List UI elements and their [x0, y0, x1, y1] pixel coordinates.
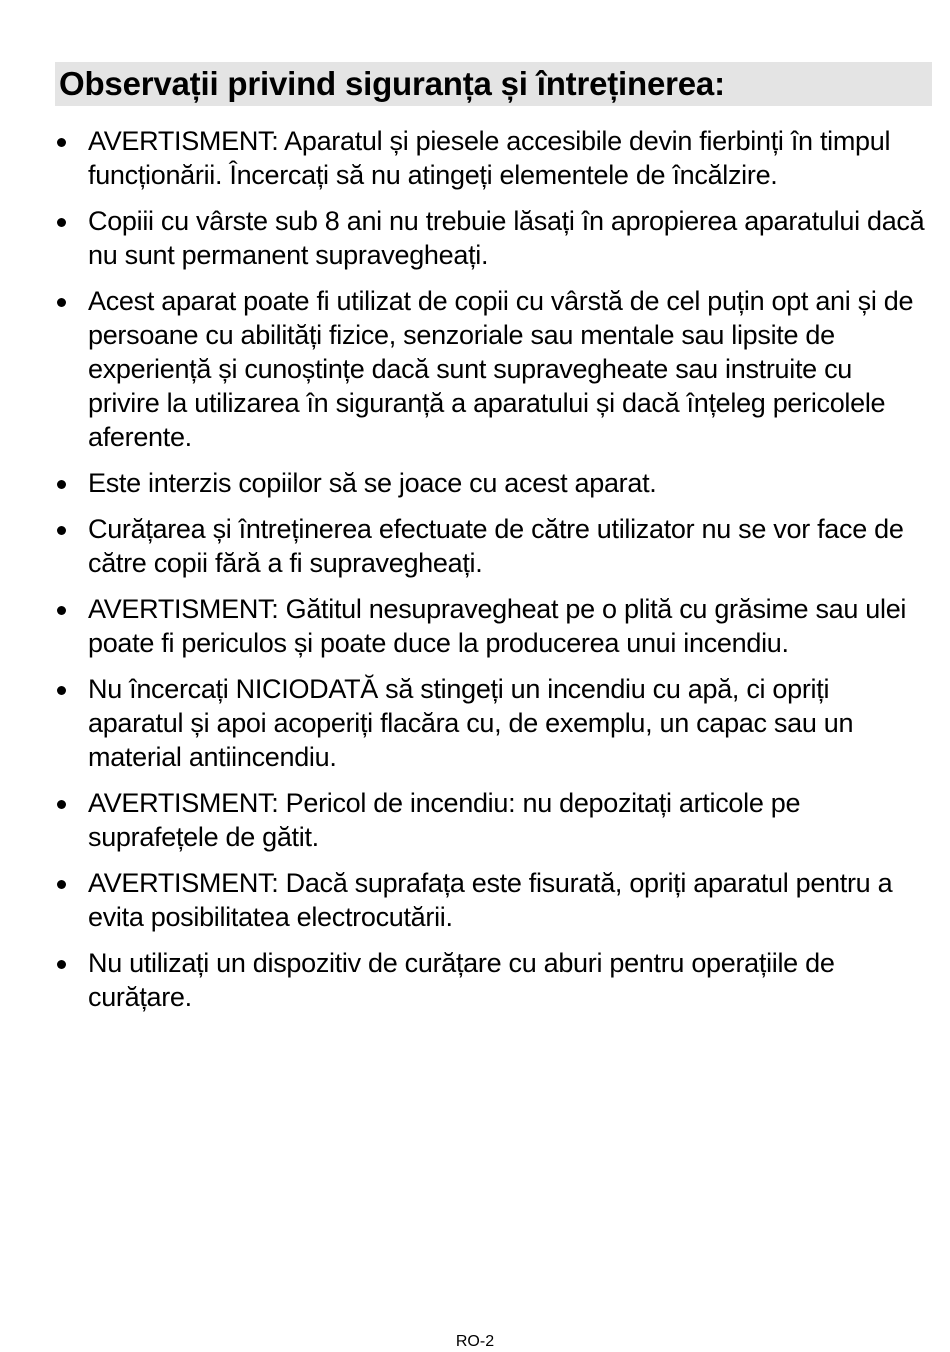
list-item [0, 946, 950, 1014]
list-item-text: Curățarea și întreținerea efectuate de către utilizator nu se vor face de către copii fără a fi supravegheați. [88, 514, 904, 578]
bullet-icon [57, 526, 66, 535]
list-item [0, 512, 950, 580]
list-item-text: Copiii cu vârste sub 8 ani nu trebuie lăsați în apropierea aparatului dacă nu sunt permanent supravegheați. [88, 206, 925, 270]
bullet-icon [57, 800, 66, 809]
bullet-icon [57, 138, 66, 147]
bullet-icon [57, 686, 66, 695]
bullet-icon [57, 606, 66, 615]
bullet-icon [57, 298, 66, 307]
list-item [0, 284, 950, 454]
list-item-text: AVERTISMENT: Gătitul nesupravegheat pe o plită cu grăsime sau ulei poate fi periculos și poate duce la producerea unui incendiu. [88, 594, 907, 658]
list-item [0, 866, 950, 934]
list-item [0, 466, 950, 500]
list-item-text: AVERTISMENT: Pericol de incendiu: nu depozitați articole pe suprafețele de gătit. [88, 788, 801, 852]
page-number: RO-2 [455, 1333, 495, 1350]
list-item-text: Nu încercați NICIODATĂ să stingeți un incendiu cu apă, ci opriți aparatul și apoi acoperiți flacăra cu, de exemplu, un capac sau un material antiincendiu. [88, 674, 854, 772]
list-item [0, 592, 950, 660]
list-item [0, 124, 950, 192]
list-item [0, 204, 950, 272]
section-heading: Observații privind siguranța și întreținerea: [59, 65, 725, 102]
section-heading-bar [55, 62, 932, 106]
list-item-text: AVERTISMENT: Dacă suprafața este fisurată, opriți aparatul pentru a evita posibilitatea electrocutării. [88, 868, 893, 932]
list-item-text: AVERTISMENT: Aparatul și piesele accesibile devin fierbinți în timpul funcționării. Încercați să nu atingeți elementele de încălzire. [88, 126, 891, 190]
list-item-text: Nu utilizați un dispozitiv de curățare cu aburi pentru operațiile de curățare. [88, 948, 835, 1012]
list-item [0, 786, 950, 854]
bullet-icon [57, 218, 66, 227]
bullet-icon [57, 880, 66, 889]
list-item-text: Este interzis copiilor să se joace cu acest aparat. [88, 468, 657, 498]
list-item [0, 672, 950, 774]
bullet-icon [57, 480, 66, 489]
bullet-icon [57, 960, 66, 969]
list-item-text: Acest aparat poate fi utilizat de copii cu vârstă de cel puțin opt ani și de persoane cu abilități fizice, senzoriale sau mentale sau lipsite de experiență și cunoștințe dacă sunt supravegheate sau instruite cu privire la utilizarea în siguranță a aparatului și dacă înțeleg pericolele aferente. [88, 286, 914, 452]
safety-notes-list [0, 124, 950, 1026]
